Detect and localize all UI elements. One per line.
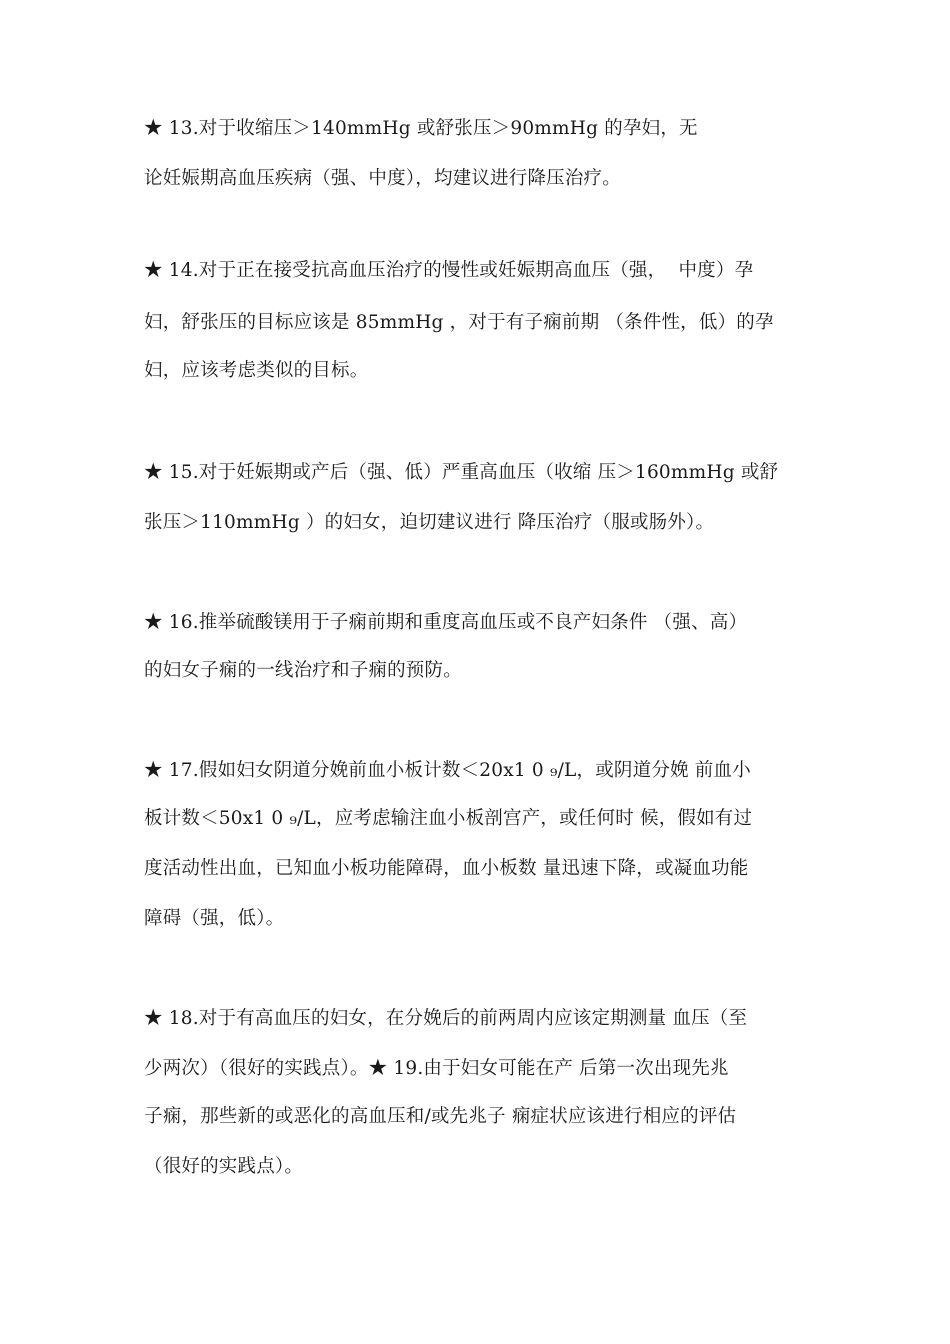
paragraph-18-line-2: 少两次）（很好的实践点）。★ 19.由于妇女可能在产 后第一次出现先兆 bbox=[144, 1058, 729, 1079]
paragraph-16-line-1: ★ 16.推举硫酸镁用于子痫前期和重度高血压或不良产妇条件 （强、高） bbox=[144, 612, 748, 633]
paragraph-16-line-2: 的妇女子痫的一线治疗和子痫的预防。 bbox=[144, 660, 462, 681]
paragraph-18-line-1: ★ 18.对于有高血压的妇女，在分娩后的前两周内应该定期测量 血压（至 bbox=[144, 1008, 748, 1029]
paragraph-13-line-1: ★ 13.对于收缩压＞140mmHg 或舒张压＞90mmHg 的孕妇，无 bbox=[144, 118, 698, 139]
paragraph-17-line-4: 障碍（强，低）。 bbox=[144, 908, 285, 929]
paragraph-18-line-4: （很好的实践点）。 bbox=[144, 1156, 304, 1177]
paragraph-18-line-3: 子痫，那些新的或恶化的高血压和/或先兆子 痫症状应该进行相应的评估 bbox=[144, 1106, 737, 1127]
paragraph-14-line-1: ★ 14.对于正在接受抗高血压治疗的慢性或妊娠期高血压（强， 中度）孕 bbox=[144, 260, 754, 281]
paragraph-15-line-1: ★ 15.对于妊娠期或产后（强、低）严重高血压（收缩 压＞160mmHg 或舒 bbox=[144, 462, 779, 483]
paragraph-17-line-1: ★ 17.假如妇女阴道分娩前血小板计数＜20x1 0 ₉/L，或阴道分娩 前血小 bbox=[144, 760, 751, 781]
paragraph-13-line-2: 论妊娠期高血压疾病（强、中度），均建议进行降压治疗。 bbox=[144, 168, 621, 189]
paragraph-14-line-2: 妇，舒张压的目标应该是 85mmHg ，对于有子痫前期 （条件性，低）的孕 bbox=[144, 312, 774, 333]
paragraph-17-line-3: 度活动性出血，已知血小板功能障碍，血小板数 量迅速下降，或凝血功能 bbox=[144, 858, 749, 879]
paragraph-14-line-3: 妇，应该考虑类似的目标。 bbox=[144, 360, 369, 381]
paragraph-15-line-2: 张压＞110mmHg ）的妇女，迫切建议进行 降压治疗（服或肠外）。 bbox=[144, 512, 715, 533]
paragraph-17-line-2: 板计数＜50x1 0 ₉/L，应考虑输注血小板剖宫产，或任何时 候，假如有过 bbox=[144, 808, 753, 829]
